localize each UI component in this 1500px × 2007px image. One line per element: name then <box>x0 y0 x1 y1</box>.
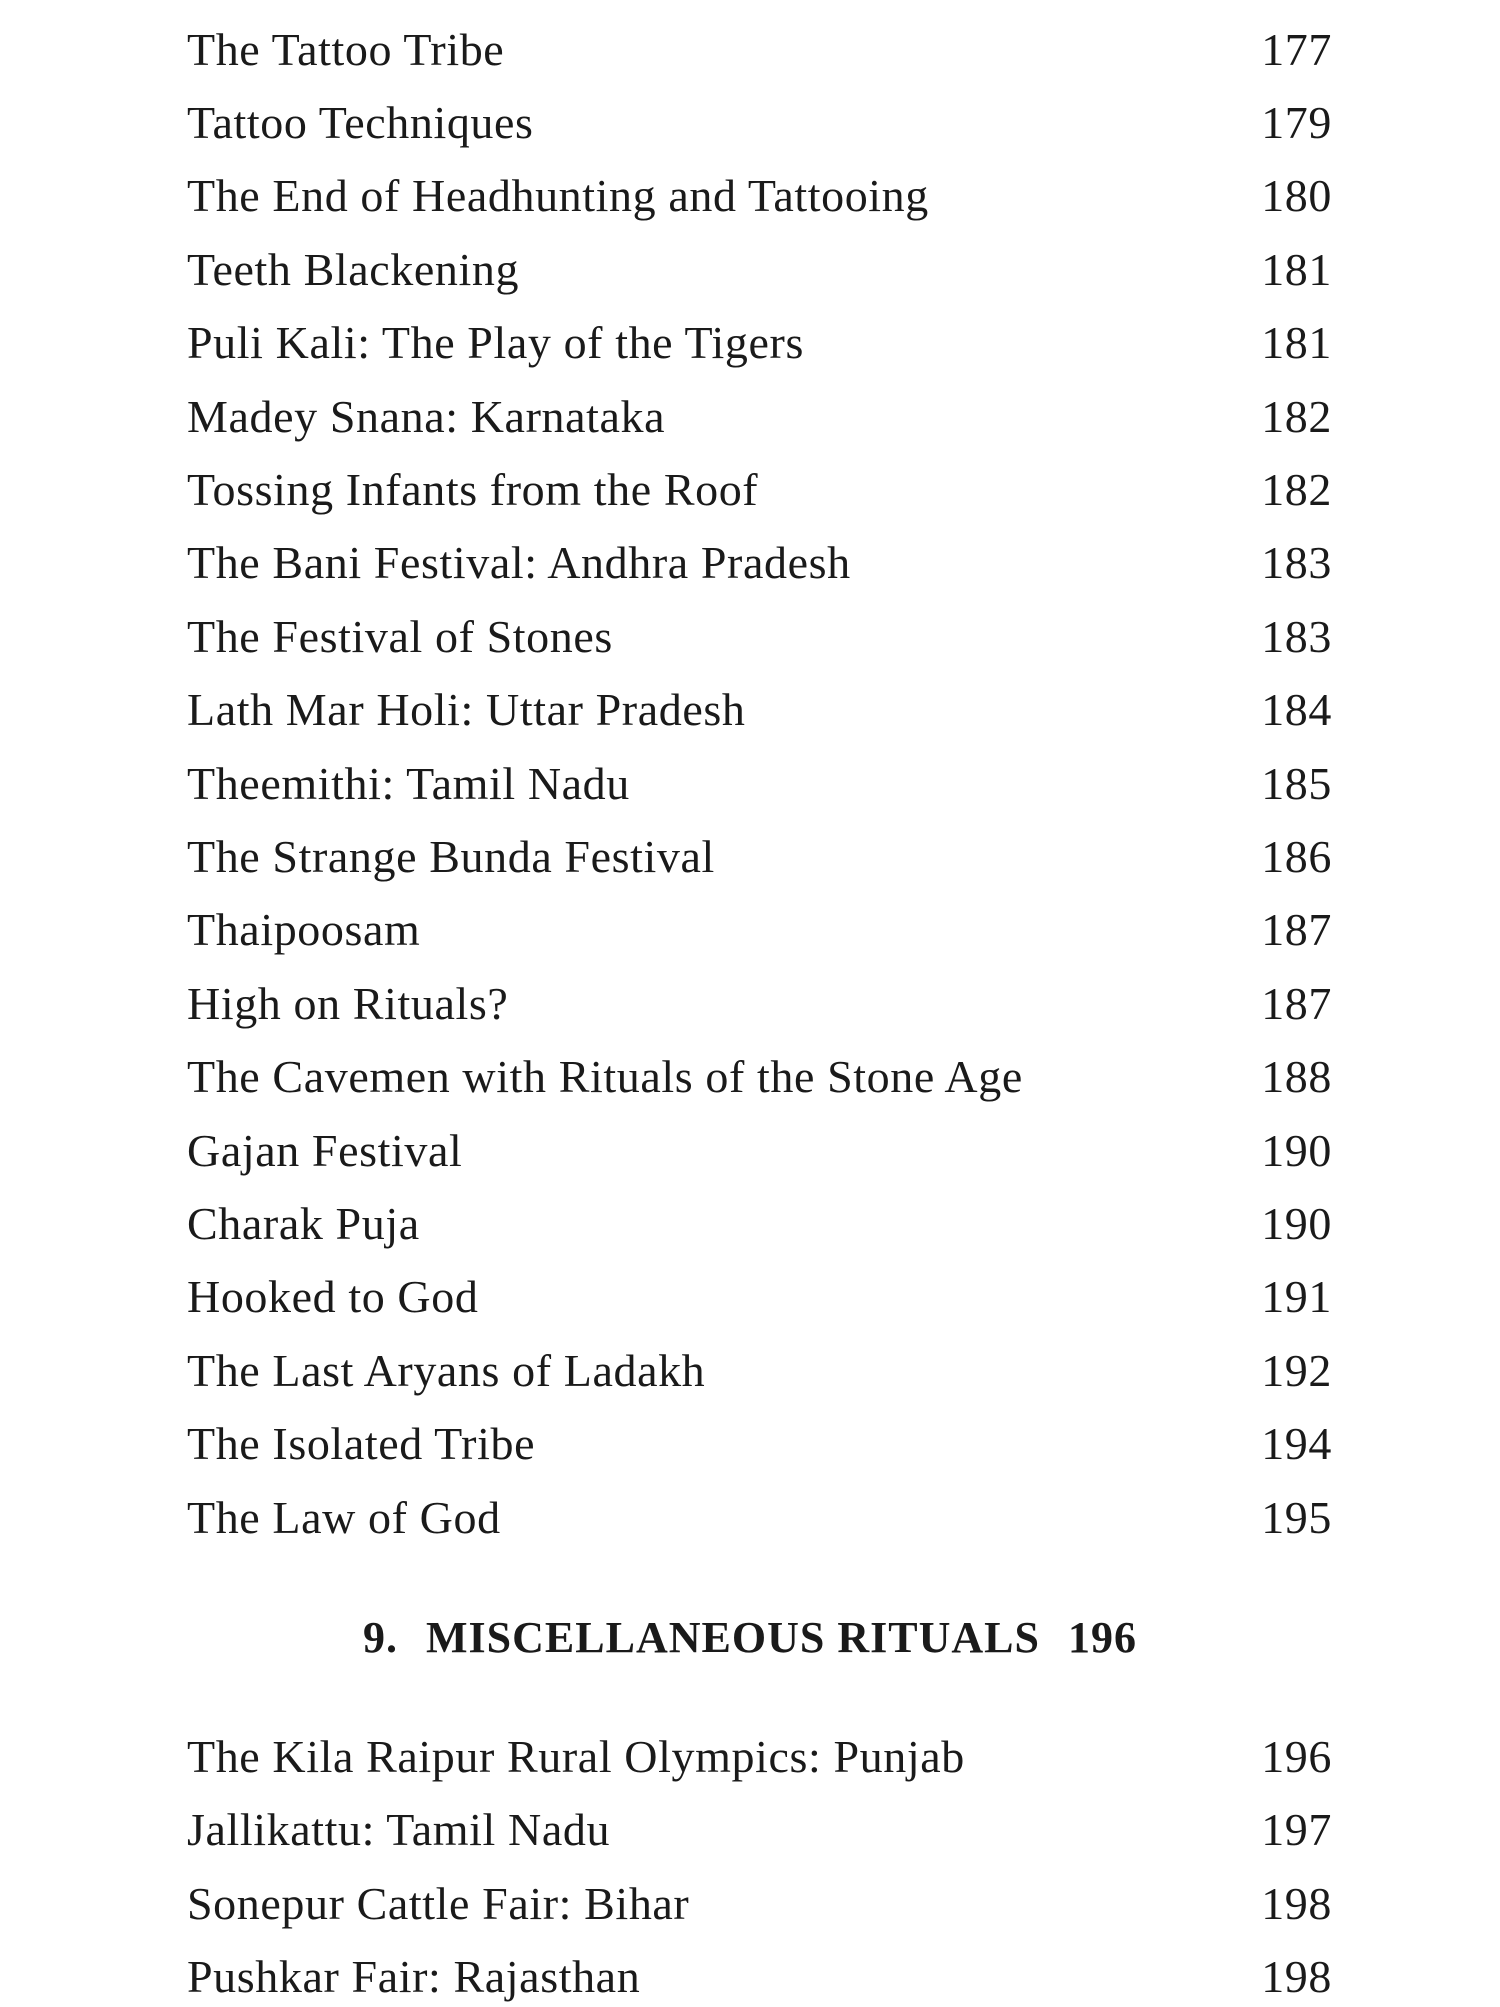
entry-title: The Cavemen with Rituals of the Stone Age <box>187 1051 1023 1103</box>
entry-page: 180 <box>1261 170 1332 222</box>
chapter-number: 9. <box>363 1613 399 1662</box>
entry-page: 190 <box>1261 1197 1332 1249</box>
toc-entry <box>187 1193 1332 1253</box>
entry-title: The Strange Bunda Festival <box>187 830 715 882</box>
entry-page: 187 <box>1261 904 1332 956</box>
toc-entry <box>187 533 1332 593</box>
entry-page: 181 <box>1261 317 1332 369</box>
entry-title: Sonepur Cattle Fair: Bihar <box>187 1877 690 1929</box>
toc-entry <box>187 1267 1332 1327</box>
toc-entry <box>187 313 1332 373</box>
toc-entry <box>187 19 1332 79</box>
entry-title: Thaipoosam <box>187 904 421 956</box>
entry-page: 185 <box>1261 757 1332 809</box>
entry-page: 187 <box>1261 977 1332 1029</box>
entry-title: Gajan Festival <box>187 1124 463 1176</box>
entry-title: Tattoo Techniques <box>187 96 534 148</box>
entry-page: 183 <box>1261 537 1332 589</box>
entry-page: 198 <box>1261 1951 1332 2002</box>
toc-entry <box>187 606 1332 666</box>
chapter-heading <box>0 1612 1500 1663</box>
toc-entry <box>187 1800 1332 1860</box>
entry-title: The Last Aryans of Ladakh <box>187 1344 706 1396</box>
entry-page: 195 <box>1261 1491 1332 1543</box>
toc-entry <box>187 1726 1332 1786</box>
entry-title: Lath Mar Holi: Uttar Pradesh <box>187 684 746 736</box>
entry-title: Theemithi: Tamil Nadu <box>187 757 630 809</box>
toc-entry <box>187 900 1332 960</box>
entry-title: The Law of God <box>187 1491 501 1543</box>
entry-title: The Bani Festival: Andhra Pradesh <box>187 537 851 589</box>
entry-page: 182 <box>1261 390 1332 442</box>
entry-title: Puli Kali: The Play of the Tigers <box>187 317 804 369</box>
entry-title: The Tattoo Tribe <box>187 23 505 75</box>
toc-entry <box>187 973 1332 1033</box>
toc-entry <box>187 239 1332 299</box>
toc-entry <box>187 680 1332 740</box>
entry-title: Hooked to God <box>187 1271 479 1323</box>
entry-title: Teeth Blackening <box>187 243 520 295</box>
toc-entry <box>187 826 1332 886</box>
entry-page: 198 <box>1261 1877 1332 1929</box>
toc-entry <box>187 1414 1332 1474</box>
toc-entry <box>187 92 1332 152</box>
entry-page: 186 <box>1261 830 1332 882</box>
entry-page: 179 <box>1261 96 1332 148</box>
entry-page: 188 <box>1261 1051 1332 1103</box>
entry-page: 196 <box>1261 1730 1332 1782</box>
entry-title: Tossing Infants from the Roof <box>187 463 759 515</box>
entry-title: Charak Puja <box>187 1197 420 1249</box>
entry-title: The Festival of Stones <box>187 610 613 662</box>
entry-page: 181 <box>1261 243 1332 295</box>
toc-entry <box>187 1947 1332 2007</box>
toc-entry <box>187 459 1332 519</box>
toc-entry <box>187 166 1332 226</box>
toc-entry <box>187 1487 1332 1547</box>
entry-title: Madey Snana: Karnataka <box>187 390 666 442</box>
toc-entry <box>187 1120 1332 1180</box>
chapter-title: MISCELLANEOUS RITUALS <box>426 1613 1040 1662</box>
toc-entry <box>187 1340 1332 1400</box>
entry-page: 194 <box>1261 1418 1332 1470</box>
entry-page: 183 <box>1261 610 1332 662</box>
toc-entry <box>187 1873 1332 1933</box>
entry-title: Jallikattu: Tamil Nadu <box>187 1804 611 1855</box>
entry-title: The Isolated Tribe <box>187 1418 536 1470</box>
entry-title: Pushkar Fair: Rajasthan <box>187 1951 641 2002</box>
toc-entry <box>187 386 1332 446</box>
entry-page: 177 <box>1261 23 1332 75</box>
entry-page: 192 <box>1261 1344 1332 1396</box>
chapter-page: 196 <box>1067 1613 1137 1662</box>
toc-entry <box>187 753 1332 813</box>
entry-page: 197 <box>1261 1804 1332 1855</box>
entry-page: 190 <box>1261 1124 1332 1176</box>
entry-title: The Kila Raipur Rural Olympics: Punjab <box>187 1730 965 1782</box>
toc-entry <box>187 1047 1332 1107</box>
entry-page: 184 <box>1261 684 1332 736</box>
entry-title: High on Rituals? <box>187 977 509 1029</box>
entry-page: 191 <box>1261 1271 1332 1323</box>
entry-page: 182 <box>1261 463 1332 515</box>
entry-title: The End of Headhunting and Tattooing <box>187 170 929 222</box>
